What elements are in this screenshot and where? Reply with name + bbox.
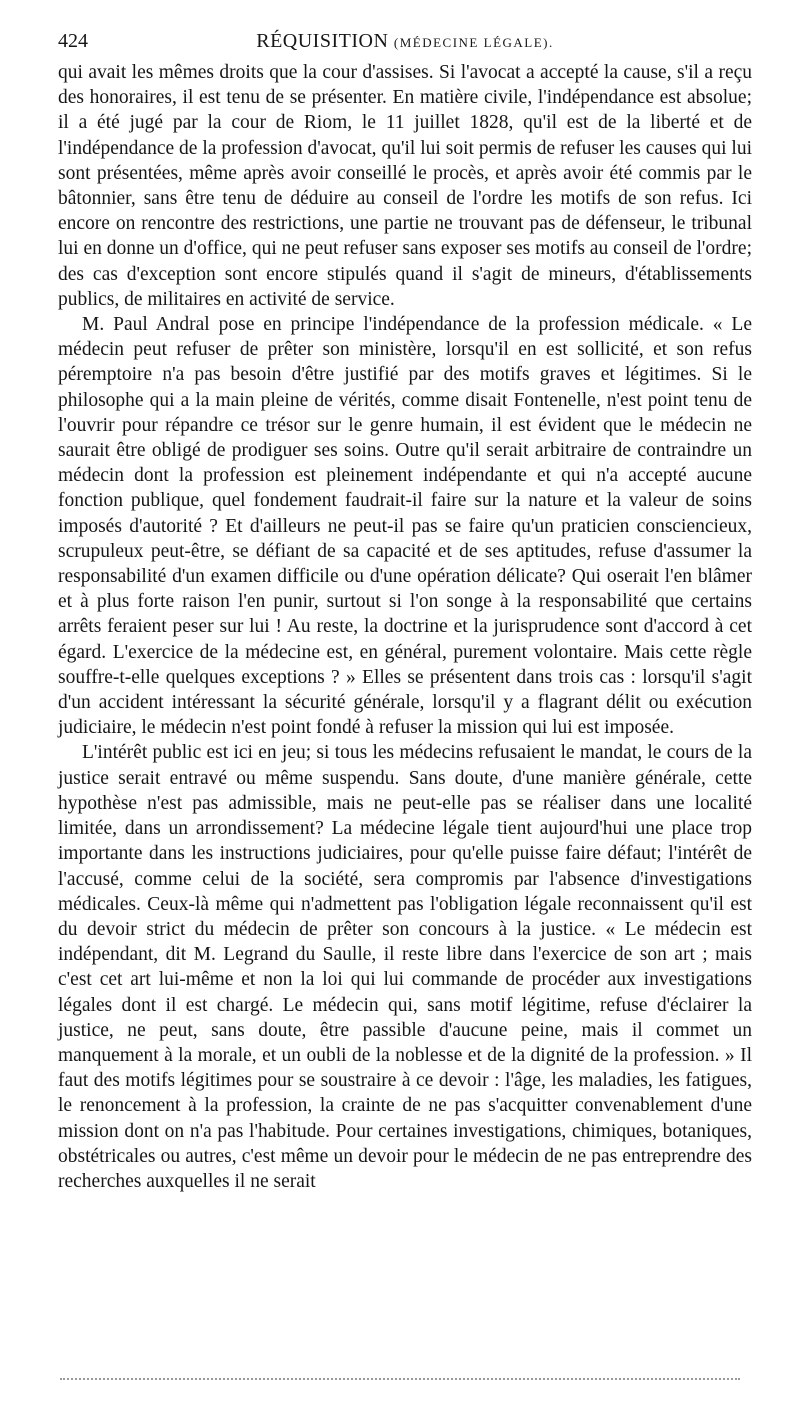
paragraph-2: M. Paul Andral pose en principe l'indépendance de la profession médicale. « Le médecin peut refuser de prêter son ministère, lorsqu'il en est sollicité, et son refus péremptoire n'a pas besoin d'être justifié par des motifs graves et légitimes. Si le philosophe qui a la main pleine de vérités, comme disait Fontenelle, n'est point tenu de l'ouvrir pour répandre ce trésor sur le genre humain, il est évident que le médecin ne saurait être obligé de prodiguer ses soins. Outre qu'il serait arbitraire de contraindre un médecin dont la profession est pleinement indépendante et qui n'a accepté aucune fonction publique, quel fondement faudrait-il faire sur la nature et la valeur de soins imposés d'autorité ? Et d'ailleurs ne peut-il pas se faire qu'un praticien consciencieux, scrupuleux peut-être, se défiant de sa capacité et de ses aptitudes, refuse d'assumer la responsabilité d'un examen difficile ou d'une opération délicate? Qui oserait l'en blâmer et à plus forte raison l'en punir, surtout si l'on songe à la responsabilité que certains arrêts feraient peser sur lui ! Au reste, la doctrine et la jurisprudence sont d'accord à cet égard. L'exercice de la médecine est, en général, purement volontaire. Mais cette règle souffre-t-elle quelques exceptions ? » Elles se présentent dans trois cas : lorsqu'il s'agit d'un accident intéressant la sécurité générale, lorsqu'il y a flagrant délit ou exécution judiciaire, le médecin n'est point fondé à refuser la mission qui lui est imposée. (58, 314, 752, 739)
running-header (58, 26, 752, 56)
paragraph-3: L'intérêt public est ici en jeu; si tous les médecins refusaient le mandat, le cours de la justice serait entravé ou même suspendu. Sans doute, d'une manière générale, cette hypothèse n'est pas admissible, mais ne peut-elle pas se réaliser dans une localité limitée, dans un arrondissement? La médecine légale tient aujourd'hui une place trop importante dans les instructions judiciaires, pour qu'elle puisse faire défaut; l'intérêt de l'accusé, comme celui de la société, sera compromis par l'absence d'investigations médicales. Ceux-là même qui n'admettent pas l'obligation légale reconnaissent qu'il est du devoir strict du médecin de prêter son concours à la justice. « Le médecin est indépendant, dit M. Legrand du Saulle, il reste libre dans l'exercice de son art ; mais c'est cet art lui-même et non la loi qui lui commande de procéder aux investigations légales dont il est chargé. Le médecin qui, sans motif légitime, refuse d'éclairer la justice, ne peut, sans doute, être passible d'aucune peine, mais il commet un manquement à la morale, et un oubli de la noblesse et de la dignité de la profession. » Il faut des motifs légitimes pour se soustraire à ce devoir : l'âge, les maladies, les fatigues, le renoncement à la profession, la crainte de ne pas s'acquitter convenablement d'une mission dont on n'a pas l'habitude. Pour certaines investigations, chimiques, botaniques, obstétricales ou autres, c'est même un devoir pour le médecin de ne pas entreprendre des recherches auxquelles il ne serait (58, 742, 752, 1192)
paragraph-1: qui avait les mêmes droits que la cour d'assises. Si l'avocat a accepté la cause, s'il a reçu des honoraires, il est tenu de se présenter. En matière civile, l'indépendance est absolue; il a été jugé par la cour de Riom, le 11 juillet 1828, qu'il est de la liberté et de l'indépendance de la profession d'avocat, qu'il lui soit permis de refuser les causes qui lui sont présentées, même après avoir conseillé le procès, et après avoir été commis par le bâtonnier, sans être tenu de déduire au conseil de l'ordre les motifs de son refus. Ici encore on rencontre des restrictions, une partie ne trouvant pas de défenseur, le tribunal lui en donne un d'office, qui ne peut refuser sans exposer ses motifs au conseil de l'ordre; des cas d'exception sont encore stipulés quand il s'agit de mineurs, d'établissements publics, de militaires en activité de service. (58, 62, 752, 310)
page-number: 424 (58, 30, 88, 52)
title-sub: (MÉDECINE LÉGALE). (393, 35, 554, 50)
footer-rule (60, 1378, 740, 1380)
running-title (58, 26, 752, 58)
body-text (58, 60, 752, 1194)
title-main: RÉQUISITION (256, 30, 389, 52)
